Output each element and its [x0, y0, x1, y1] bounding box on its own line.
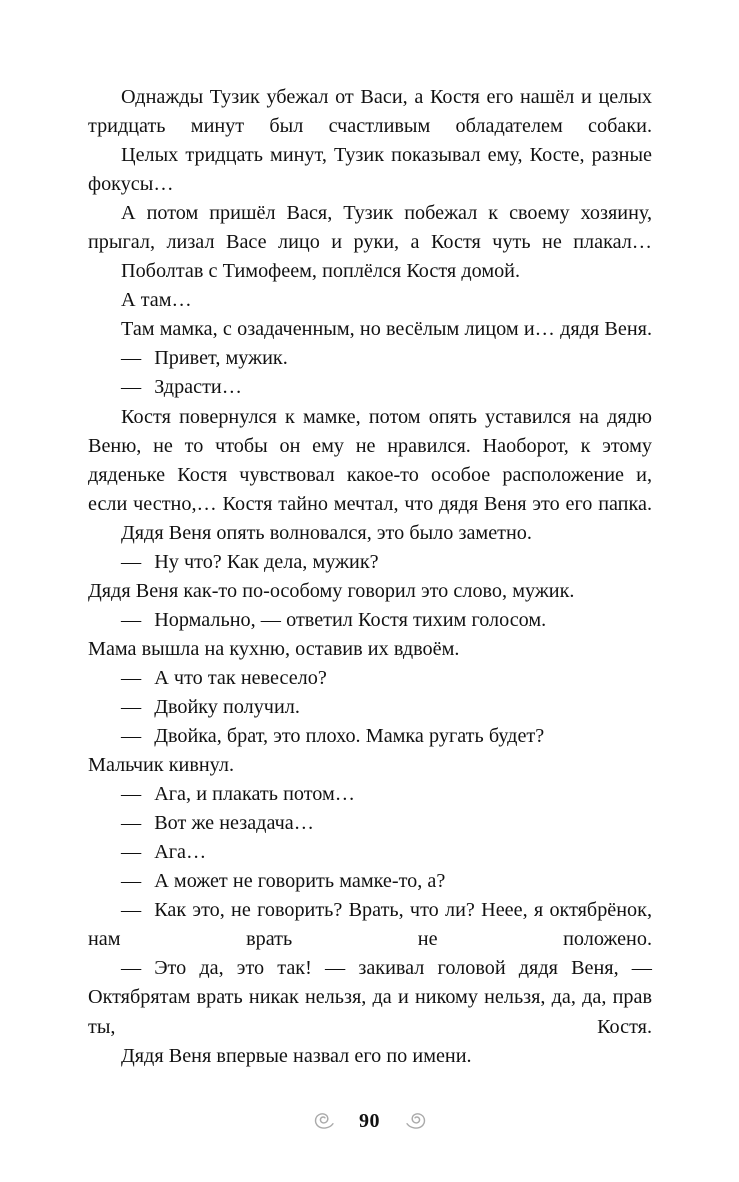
swirl-ornament: [405, 1110, 427, 1132]
dialogue-text: Привет, мужик.: [154, 347, 288, 370]
dialogue-line: [88, 373, 652, 402]
dialogue-line: [88, 344, 652, 373]
dialogue-text: А что так невесело?: [154, 666, 327, 689]
paragraph: Однажды Тузик убежал от Васи, а Костя его нашёл и целых тридцать минут был счастливым обладателем собаки.: [88, 86, 652, 138]
swirl-ornament: [313, 1110, 335, 1132]
dialogue-text: Ну что? Как дела, мужик?: [154, 550, 379, 573]
dialogue-line: [88, 693, 652, 722]
paragraph: Костя повернулся к мамке, потом опять уставился на дядю Веню, не то чтобы он ему не нравился. Наоборот, к этому дяденьке Костя чувствовал какое-то особое расположение и, если честно,… Костя тайно мечтал, что дядя Веня это его папка.: [88, 405, 652, 515]
dialogue-line: [88, 548, 652, 577]
dialogue-line: [88, 809, 652, 838]
dialogue-line: [88, 896, 652, 954]
em-dash: —: [121, 550, 142, 573]
dialogue-text: Вот же незадача…: [154, 812, 314, 835]
dialogue-text: Двойка, брат, это плохо. Мамка ругать будет?: [154, 725, 545, 748]
em-dash: —: [121, 870, 142, 893]
em-dash: —: [121, 695, 142, 718]
dialogue-text: А может не говорить мамке-то, а?: [154, 870, 446, 893]
dialogue-text: Нормально, — ответил Костя тихим голосом.: [154, 608, 547, 631]
em-dash: —: [121, 783, 142, 806]
dialogue-line: [88, 664, 652, 693]
dialogue-line: [88, 722, 652, 751]
em-dash: —: [121, 725, 142, 748]
paragraph: Целых тридцать минут, Тузик показывал ему, Косте, разные фокусы…: [88, 144, 652, 196]
paragraph: Дядя Веня как-то по-особому говорил это слово, мужик.: [88, 579, 575, 602]
paragraph: Дядя Веня опять волновался, это было заметно.: [121, 521, 532, 544]
em-dash: —: [121, 957, 142, 980]
em-dash: —: [121, 608, 142, 631]
em-dash: —: [121, 666, 142, 689]
paragraph: Там мамка, с озадаченным, но весёлым лицом и… дядя Веня.: [121, 318, 652, 341]
dialogue-text: Как это, не говорить? Врать, что ли? Неее, я октябрёнок, нам врать не положено.: [88, 899, 652, 951]
page-footer: [0, 1104, 739, 1138]
dialogue-text: Это да, это так! — закивал головой дядя Веня, — Октябрятам врать никак нельзя, да и никому нельзя, да, да, прав ты, Костя.: [88, 957, 652, 1038]
paragraph: Поболтав с Тимофеем, поплёлся Костя домой.: [121, 260, 521, 283]
em-dash: —: [121, 812, 142, 835]
dialogue-text: Здрасти…: [154, 376, 242, 399]
page-text-column: [88, 83, 652, 1071]
page-number: 90: [359, 1109, 380, 1132]
paragraph: Мама вышла на кухню, оставив их вдвоём.: [88, 637, 460, 660]
paragraph: Мальчик кивнул.: [88, 754, 235, 777]
em-dash: —: [121, 841, 142, 864]
em-dash: —: [121, 899, 142, 922]
paragraph: А там…: [121, 289, 192, 312]
paragraph: Дядя Веня впервые назвал его по имени.: [121, 1044, 472, 1067]
em-dash: —: [121, 376, 142, 399]
dialogue-line: [88, 606, 652, 635]
dialogue-text: Ага, и плакать потом…: [154, 783, 355, 806]
dialogue-text: Ага…: [154, 841, 207, 864]
dialogue-line: [88, 838, 652, 867]
dialogue-line: [88, 867, 652, 896]
em-dash: —: [121, 347, 142, 370]
paragraph: А потом пришёл Вася, Тузик побежал к своему хозяину, прыгал, лизал Васе лицо и руки, а Костя чуть не плакал…: [88, 202, 652, 254]
dialogue-text: Двойку получил.: [154, 695, 300, 718]
dialogue-line: [88, 954, 652, 1041]
dialogue-line: [88, 780, 652, 809]
